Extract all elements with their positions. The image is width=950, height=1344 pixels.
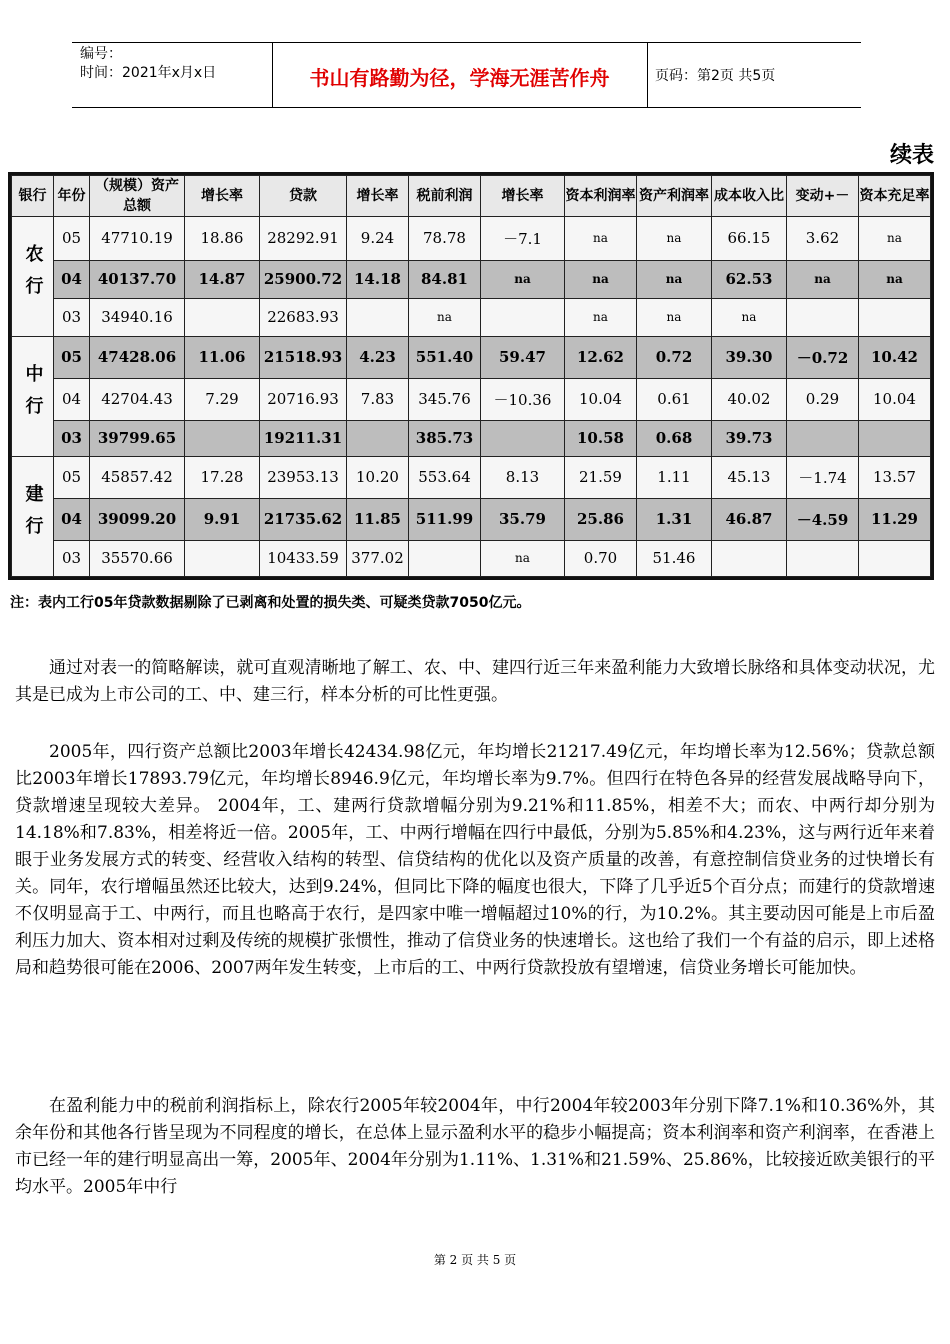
table-cell: 62.53: [712, 260, 787, 298]
table-cell: 12.62: [565, 336, 637, 378]
table-cell: 25900.72: [260, 260, 347, 298]
table-cell: 45857.42: [90, 456, 185, 498]
table-cell: 40137.70: [90, 260, 185, 298]
table-cell: 51.46: [637, 540, 712, 576]
table-cell: 553.64: [409, 456, 481, 498]
table-cell: 18.86: [185, 217, 260, 261]
table-cell: [787, 298, 859, 336]
table-cell: 40.02: [712, 378, 787, 420]
table-cell: 11.06: [185, 336, 260, 378]
bank-name-cell: 建行: [12, 456, 54, 576]
table-cell: 42704.43: [90, 378, 185, 420]
table-cell: [347, 420, 409, 456]
table-cell: 05: [54, 456, 90, 498]
bank-name-cell: 农行: [12, 217, 54, 337]
table-header-cell: 银行: [12, 176, 54, 217]
header-divider: [647, 43, 648, 107]
time-label: 时间：2021年x月x日: [80, 65, 217, 81]
table-cell: 13.57: [859, 456, 931, 498]
table-row: [12, 217, 931, 261]
header-meta: [80, 45, 216, 83]
bank-name-cell: 中行: [12, 336, 54, 456]
table-cell: 385.73: [409, 420, 481, 456]
table-cell: [409, 540, 481, 576]
paragraph-2: 2005年，四行资产总额比2003年增长42434.98亿元，年均增长21217.49亿元，年均增长率为12.56%；贷款总额比2003年增长17893.79亿元，年均增长8946.9亿元，年均增长率为9.7%。但四行在特色各异的经营发展战略导向下，贷款增速呈现较大差异。 2004年，工、建两行贷款增幅分别为9.21%和11.85%，相差不大；而农、中两行却分别为 14.18%和7.83%，相差将近一倍。2005年，工、中两行增幅在四行中最低，分别为5.85%和4.23%，这与两行近年来着眼于业务发展方式的转变、经营收入结构的转型、信贷结构的优化以及资产质量的改善，有意控制信贷业务的过快增长有关。同年，农行增幅虽然还比较大，达到9.24%，但同比下降的幅度也很大，下降了几乎近5个百分点；而建行的贷款增速不仅明显高于工、中两行，而且也略高于农行，是四家中唯一增幅超过10%的行，为10.2%。其主要动因可能是上市后盈利压力加大、资本相对过剩及传统的规模扩张惯性，推动了信贷业务的快速增长。这也给了我们一个有益的启示，即上述格局和趋势很可能在2006、2007两年发生转变，上市后的工、中两行贷款投放有望增速，信贷业务增长可能加快。: [15, 742, 935, 978]
table-cell: 8.13: [481, 456, 565, 498]
table-cell: 39.30: [712, 336, 787, 378]
table-cell: 1.31: [637, 498, 712, 540]
table-cell: 04: [54, 260, 90, 298]
table-caption: 续表: [889, 142, 934, 168]
table-cell: na: [409, 298, 481, 336]
table-cell: na: [565, 298, 637, 336]
table-cell: 0.29: [787, 378, 859, 420]
table-cell: 551.40: [409, 336, 481, 378]
table-header-cell: 资本充足率: [859, 176, 931, 217]
table-cell: 9.24: [347, 217, 409, 261]
table-cell: 04: [54, 498, 90, 540]
table-cell: 10.04: [859, 378, 931, 420]
table-cell: 511.99: [409, 498, 481, 540]
table-cell: 10.58: [565, 420, 637, 456]
table-cell: 66.15: [712, 217, 787, 261]
table-header-cell: 变动+－: [787, 176, 859, 217]
table-cell: 39099.20: [90, 498, 185, 540]
table-cell: 05: [54, 217, 90, 261]
table-cell: [481, 420, 565, 456]
table-header-cell: （规模）资产总额: [90, 176, 185, 217]
table-cell: 45.13: [712, 456, 787, 498]
table-cell: 7.83: [347, 378, 409, 420]
table-cell: [481, 298, 565, 336]
table-cell: 39799.65: [90, 420, 185, 456]
table-cell: 47428.06: [90, 336, 185, 378]
table-row: [12, 420, 931, 456]
table-header-cell: 税前利润: [409, 176, 481, 217]
table-cell: [859, 298, 931, 336]
table-cell: [859, 540, 931, 576]
table-cell: 7.29: [185, 378, 260, 420]
table-cell: 21.59: [565, 456, 637, 498]
table-cell: na: [565, 217, 637, 261]
table-cell: 10433.59: [260, 540, 347, 576]
table-cell: 35.79: [481, 498, 565, 540]
table-cell: na: [637, 260, 712, 298]
table-cell: －7.1: [481, 217, 565, 261]
table-cell: 21518.93: [260, 336, 347, 378]
table-cell: 25.86: [565, 498, 637, 540]
table-cell: [787, 420, 859, 456]
document-header: [72, 42, 861, 108]
table-cell: －4.59: [787, 498, 859, 540]
table-cell: 10.04: [565, 378, 637, 420]
table-cell: [185, 540, 260, 576]
table-header-cell: 增长率: [347, 176, 409, 217]
table-cell: 21735.62: [260, 498, 347, 540]
table-cell: 59.47: [481, 336, 565, 378]
table-cell: 78.78: [409, 217, 481, 261]
table-cell: 39.73: [712, 420, 787, 456]
table-cell: 1.11: [637, 456, 712, 498]
table-cell: 04: [54, 378, 90, 420]
table-cell: 0.68: [637, 420, 712, 456]
table-cell: 14.87: [185, 260, 260, 298]
table-cell: na: [637, 298, 712, 336]
table-header-cell: 资本利润率: [565, 176, 637, 217]
table-header-cell: 增长率: [481, 176, 565, 217]
header-page-label: 页码：第2页 共5页: [655, 68, 776, 84]
table-header-cell: 成本收入比: [712, 176, 787, 217]
table-cell: na: [712, 298, 787, 336]
table-cell: na: [859, 217, 931, 261]
table-cell: 14.18: [347, 260, 409, 298]
table-row: [12, 260, 931, 298]
table-header-cell: 贷款: [260, 176, 347, 217]
table-cell: 0.72: [637, 336, 712, 378]
paragraph-3: 在盈利能力中的税前利润指标上，除农行2005年较2004年，中行2004年较2003年分别下降7.1%和10.36%外，其余年份和其他各行皆呈现为不同程度的增长，在总体上显示盈利水平的稳步小幅提高；资本利润率和资产利润率，在香港上市已经一年的建行明显高出一筹，2005年、2004年分别为1.11%、1.31%和21.59%、25.86%，比较接近欧美银行的平均水平。2005年中行: [15, 1096, 935, 1197]
table-cell: 0.70: [565, 540, 637, 576]
table-cell: 47710.19: [90, 217, 185, 261]
table-cell: －0.72: [787, 336, 859, 378]
table-cell: 03: [54, 540, 90, 576]
table-cell: 20716.93: [260, 378, 347, 420]
table-note: 注：表内工行05年贷款数据剔除了已剥离和处置的损失类、可疑类贷款7050亿元。: [10, 595, 531, 611]
page-footer: 第 2 页 共 5 页: [433, 1253, 517, 1267]
table-header-cell: 增长率: [185, 176, 260, 217]
table-cell: 377.02: [347, 540, 409, 576]
table-cell: 4.23: [347, 336, 409, 378]
table-row: [12, 336, 931, 378]
table-cell: na: [565, 260, 637, 298]
table-cell: 10.20: [347, 456, 409, 498]
header-motto: 书山有路勤为径，学海无涯苦作舟: [309, 66, 610, 90]
number-label: 编号：: [80, 46, 122, 62]
table-cell: 28292.91: [260, 217, 347, 261]
table-cell: 17.28: [185, 456, 260, 498]
table-row: [12, 540, 931, 576]
table-row: [12, 298, 931, 336]
table-cell: 23953.13: [260, 456, 347, 498]
paragraph-1: 通过对表一的简略解读，就可直观清晰地了解工、农、中、建四行近三年来盈利能力大致增长脉络和具体变动状况，尤其是已成为上市公司的工、中、建三行，样本分析的可比性更强。: [15, 658, 935, 705]
table-cell: 35570.66: [90, 540, 185, 576]
table-cell: 05: [54, 336, 90, 378]
table-cell: na: [637, 217, 712, 261]
table-cell: 84.81: [409, 260, 481, 298]
table-row: [12, 456, 931, 498]
table-header-row: [12, 176, 931, 217]
table-cell: na: [481, 540, 565, 576]
bank-data-table: [8, 172, 934, 580]
table-cell: －10.36: [481, 378, 565, 420]
table-cell: na: [859, 260, 931, 298]
table-cell: 22683.93: [260, 298, 347, 336]
table-cell: 46.87: [712, 498, 787, 540]
table-cell: 9.91: [185, 498, 260, 540]
table-cell: [185, 420, 260, 456]
table-cell: [185, 298, 260, 336]
table-row: [12, 498, 931, 540]
table-cell: 34940.16: [90, 298, 185, 336]
table-cell: 345.76: [409, 378, 481, 420]
table-cell: 0.61: [637, 378, 712, 420]
table-cell: 03: [54, 298, 90, 336]
table-cell: 3.62: [787, 217, 859, 261]
table-header-cell: 资产利润率: [637, 176, 712, 217]
table-cell: 19211.31: [260, 420, 347, 456]
table-cell: [347, 298, 409, 336]
table-cell: [787, 540, 859, 576]
table-cell: [712, 540, 787, 576]
table-row: [12, 378, 931, 420]
table-cell: 11.85: [347, 498, 409, 540]
table-cell: 03: [54, 420, 90, 456]
table-header-cell: 年份: [54, 176, 90, 217]
table-cell: 10.42: [859, 336, 931, 378]
table-cell: na: [481, 260, 565, 298]
table-cell: na: [787, 260, 859, 298]
table-cell: 11.29: [859, 498, 931, 540]
table-cell: [859, 420, 931, 456]
table-cell: －1.74: [787, 456, 859, 498]
